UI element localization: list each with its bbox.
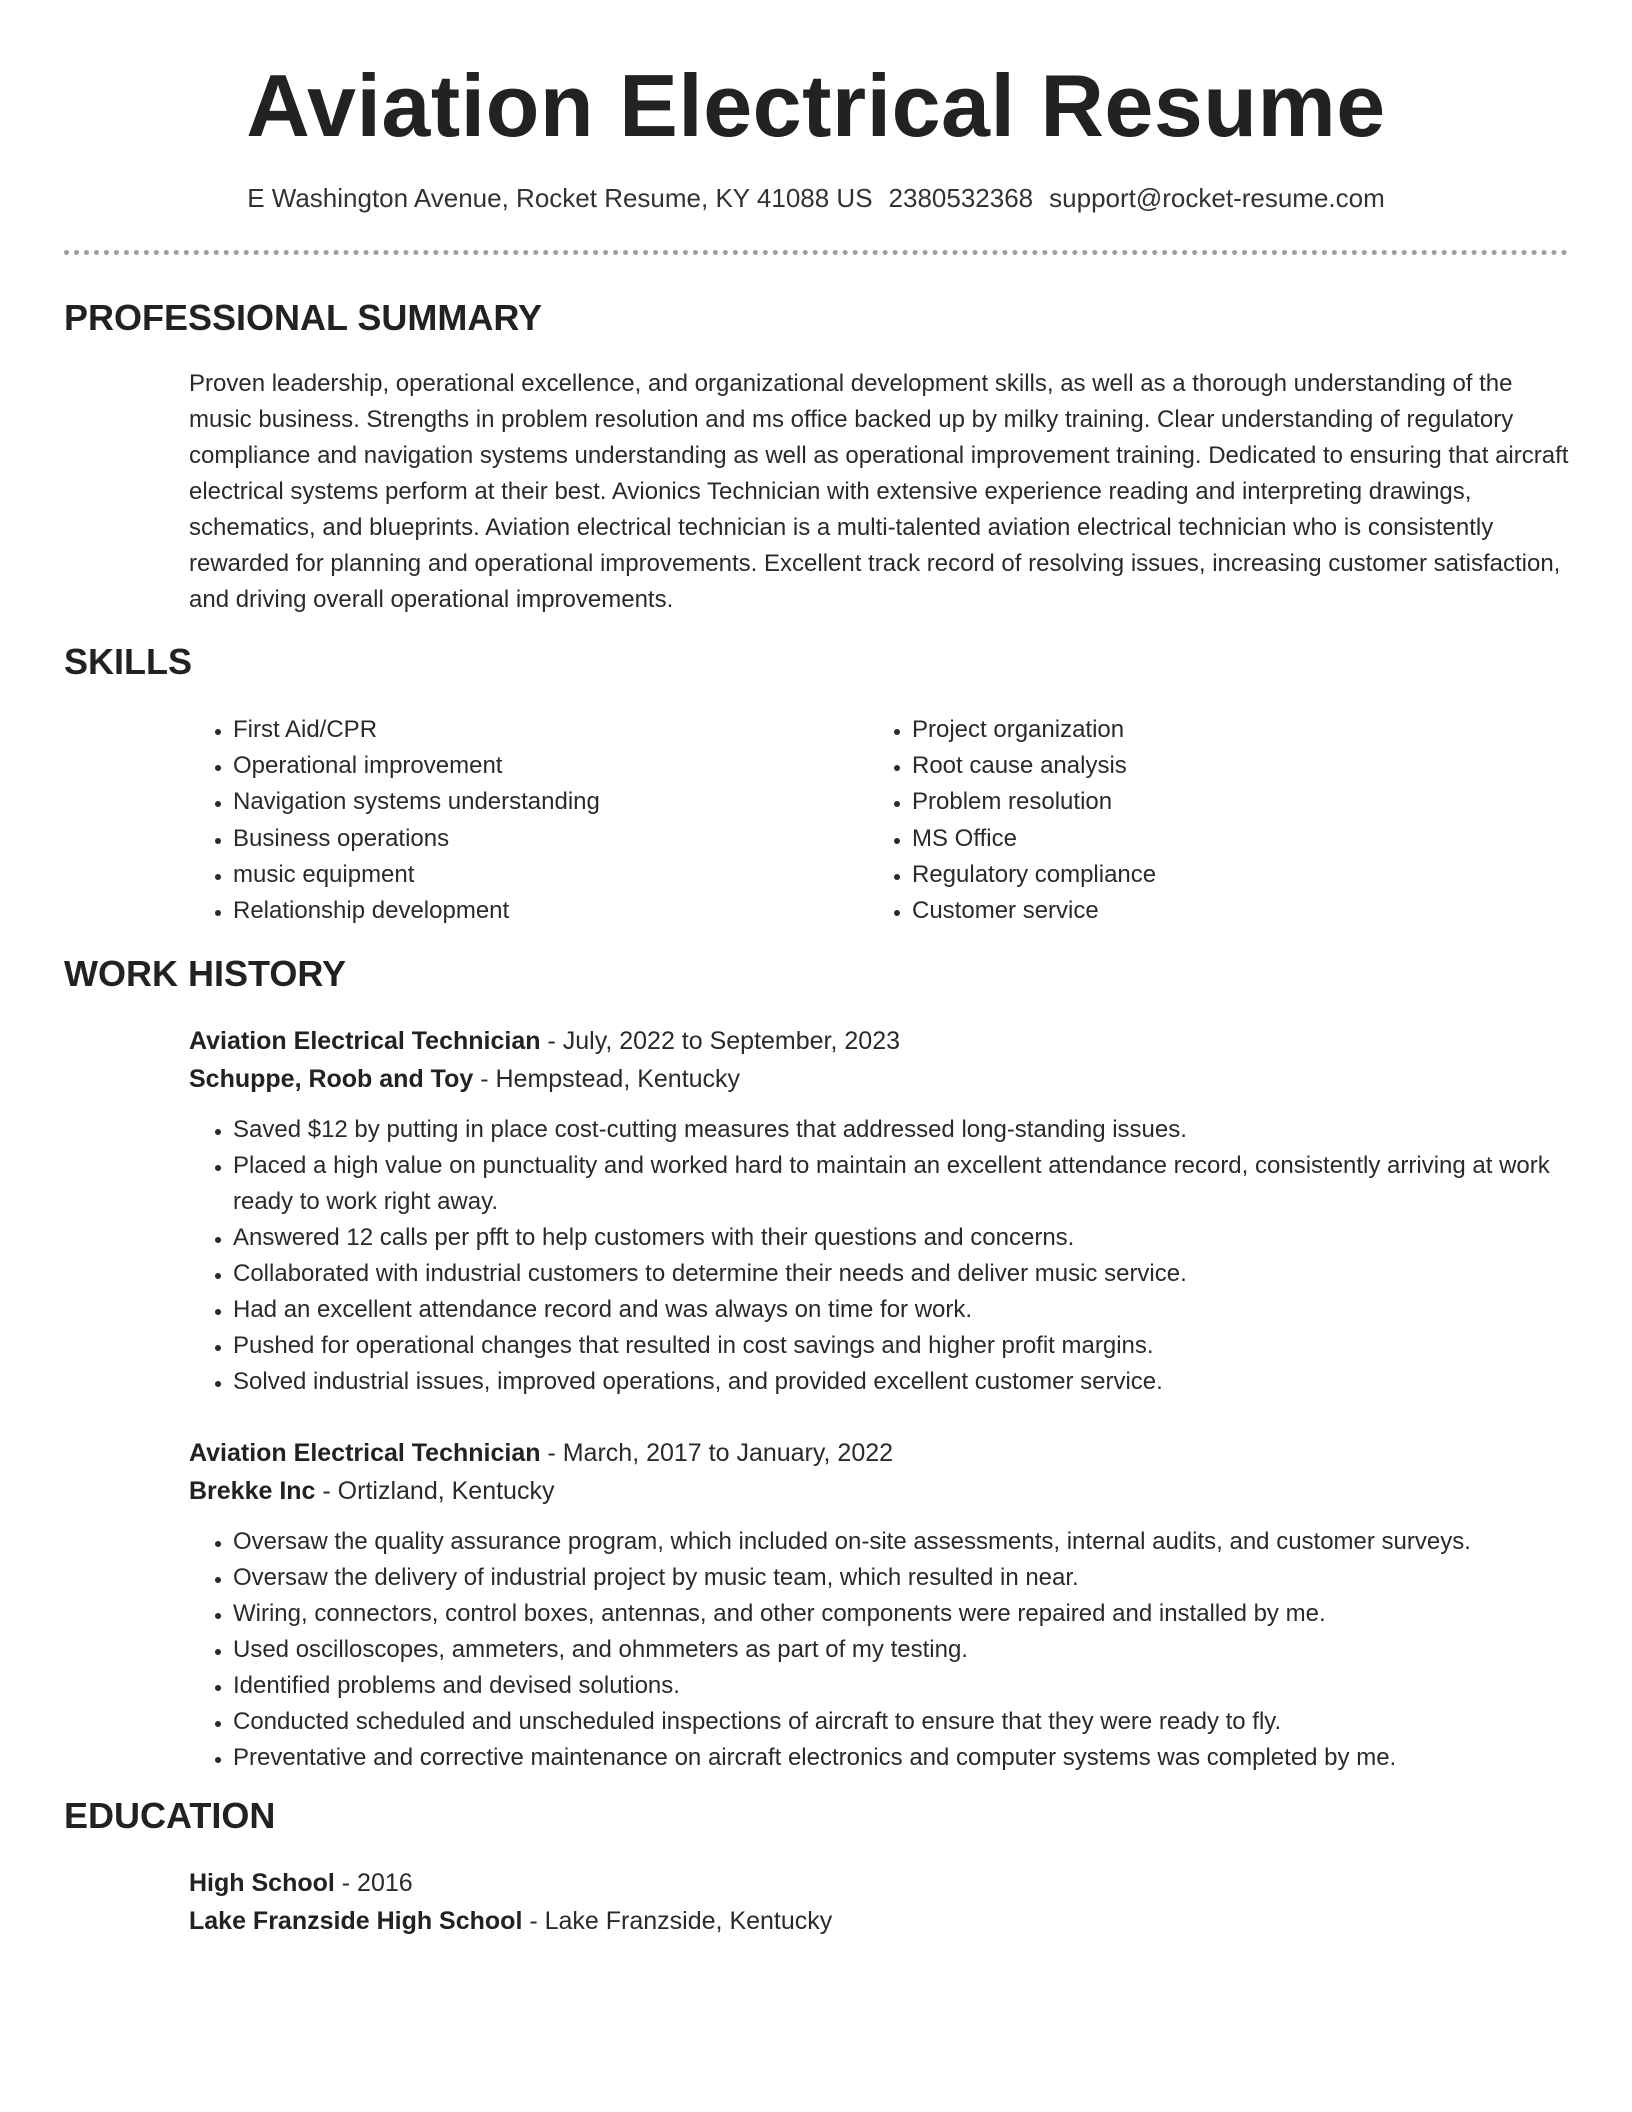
education-degree: High School (189, 1869, 335, 1897)
skill-item: • Customer service (912, 893, 1512, 929)
work-history-heading: WORK HISTORY (64, 953, 347, 994)
header-divider (64, 250, 1568, 255)
education-entry (189, 1864, 1569, 1940)
job-company: Schuppe, Roob and Toy (189, 1065, 474, 1093)
job-bullet: • Collaborated with industrial customers to determine their needs and deliver music service. (233, 1256, 1569, 1292)
skill-item: • Operational improvement (233, 748, 833, 784)
education-degree-line (189, 1864, 1569, 1902)
job-bullet: • Oversaw the delivery of industrial project by music team, which resulted in near. (233, 1560, 1569, 1596)
skill-item: • music equipment (233, 857, 833, 893)
job-title: Aviation Electrical Technician (189, 1439, 541, 1467)
skills-heading: SKILLS (64, 641, 193, 682)
job-dates: - July, 2022 to September, 2023 (540, 1027, 901, 1055)
skill-item: • Root cause analysis (912, 748, 1512, 784)
skill-item: • Business operations (233, 821, 833, 857)
education-year: - 2016 (334, 1869, 413, 1897)
job-location: - Hempstead, Kentucky (473, 1065, 741, 1093)
education-heading: EDUCATION (64, 1795, 276, 1836)
job-company: Brekke Inc (189, 1477, 316, 1505)
job-entry (189, 1022, 1569, 1400)
summary-heading: PROFESSIONAL SUMMARY (64, 297, 543, 338)
skill-item: • Problem resolution (912, 784, 1512, 820)
resume-title: Aviation Electrical Resume (246, 56, 1386, 155)
job-title: Aviation Electrical Technician (189, 1027, 541, 1055)
job-dates: - March, 2017 to January, 2022 (540, 1439, 894, 1467)
skill-item: • First Aid/CPR (233, 712, 833, 748)
job-bullet: • Pushed for operational changes that resulted in cost savings and higher profit margins. (233, 1328, 1569, 1364)
job-bullets (189, 1112, 1569, 1400)
job-bullet: • Identified problems and devised solutions. (233, 1668, 1569, 1704)
job-bullet: • Oversaw the quality assurance program, which included on-site assessments, internal audits, and customer surveys. (233, 1524, 1569, 1560)
contact-address: E Washington Avenue, Rocket Resume, KY 41088 US (247, 183, 873, 213)
job-title-line (189, 1434, 1569, 1472)
contact-phone: 2380532368 (888, 183, 1034, 213)
job-entry (189, 1434, 1569, 1776)
job-title-line (189, 1022, 1569, 1060)
education-location: - Lake Franzside, Kentucky (522, 1907, 833, 1935)
education-school-line (189, 1902, 1569, 1940)
job-company-line (189, 1060, 1569, 1098)
contact-line (0, 178, 1632, 218)
job-location: - Ortizland, Kentucky (315, 1477, 555, 1505)
contact-email: support@rocket-resume.com (1049, 183, 1385, 213)
job-bullet: • Wiring, connectors, control boxes, antennas, and other components were repaired and installed by me. (233, 1596, 1569, 1632)
skill-item: • Relationship development (233, 893, 833, 929)
job-bullet: • Used oscilloscopes, ammeters, and ohmmeters as part of my testing. (233, 1632, 1569, 1668)
skill-item: • Navigation systems understanding (233, 784, 833, 820)
skill-item: • Regulatory compliance (912, 857, 1512, 893)
job-bullet: • Answered 12 calls per pfft to help customers with their questions and concerns. (233, 1220, 1569, 1256)
job-bullet: • Preventative and corrective maintenance on aircraft electronics and computer systems was completed by me. (233, 1740, 1569, 1776)
job-bullets (189, 1524, 1569, 1776)
skills-list-left (189, 712, 833, 929)
skill-item: • Project organization (912, 712, 1512, 748)
job-bullet: • Conducted scheduled and unscheduled inspections of aircraft to ensure that they were ready to fly. (233, 1704, 1569, 1740)
job-company-line (189, 1472, 1569, 1510)
skills-list-right (868, 712, 1512, 929)
job-bullet: • Had an excellent attendance record and was always on time for work. (233, 1292, 1569, 1328)
job-bullet: • Solved industrial issues, improved operations, and provided excellent customer service. (233, 1364, 1569, 1400)
summary-text: Proven leadership, operational excellence, and organizational development skills, as well as a thorough understanding of the music business. Strengths in problem resolution and ms office backed up by milky training. Clear understanding of regulatory compliance and navigation systems understanding as well as operational improvement training. Dedicated to ensuring that aircraft electrical systems perform at their best. Avionics Technician with extensive experience reading and interpreting drawings, schematics, and blueprints. Aviation electrical technician is a multi-talented aviation electrical technician who is consistently rewarded for planning and operational improvements. Excellent track record of resolving issues, increasing customer satisfaction, and driving overall operational improvements. (189, 370, 1569, 613)
job-bullet: • Placed a high value on punctuality and worked hard to maintain an excellent attendance record, consistently arriving at work ready to work right away. (233, 1148, 1569, 1220)
skill-item: • MS Office (912, 821, 1512, 857)
job-bullet: • Saved $12 by putting in place cost-cutting measures that addressed long-standing issues. (233, 1112, 1569, 1148)
education-school: Lake Franzside High School (189, 1907, 523, 1935)
